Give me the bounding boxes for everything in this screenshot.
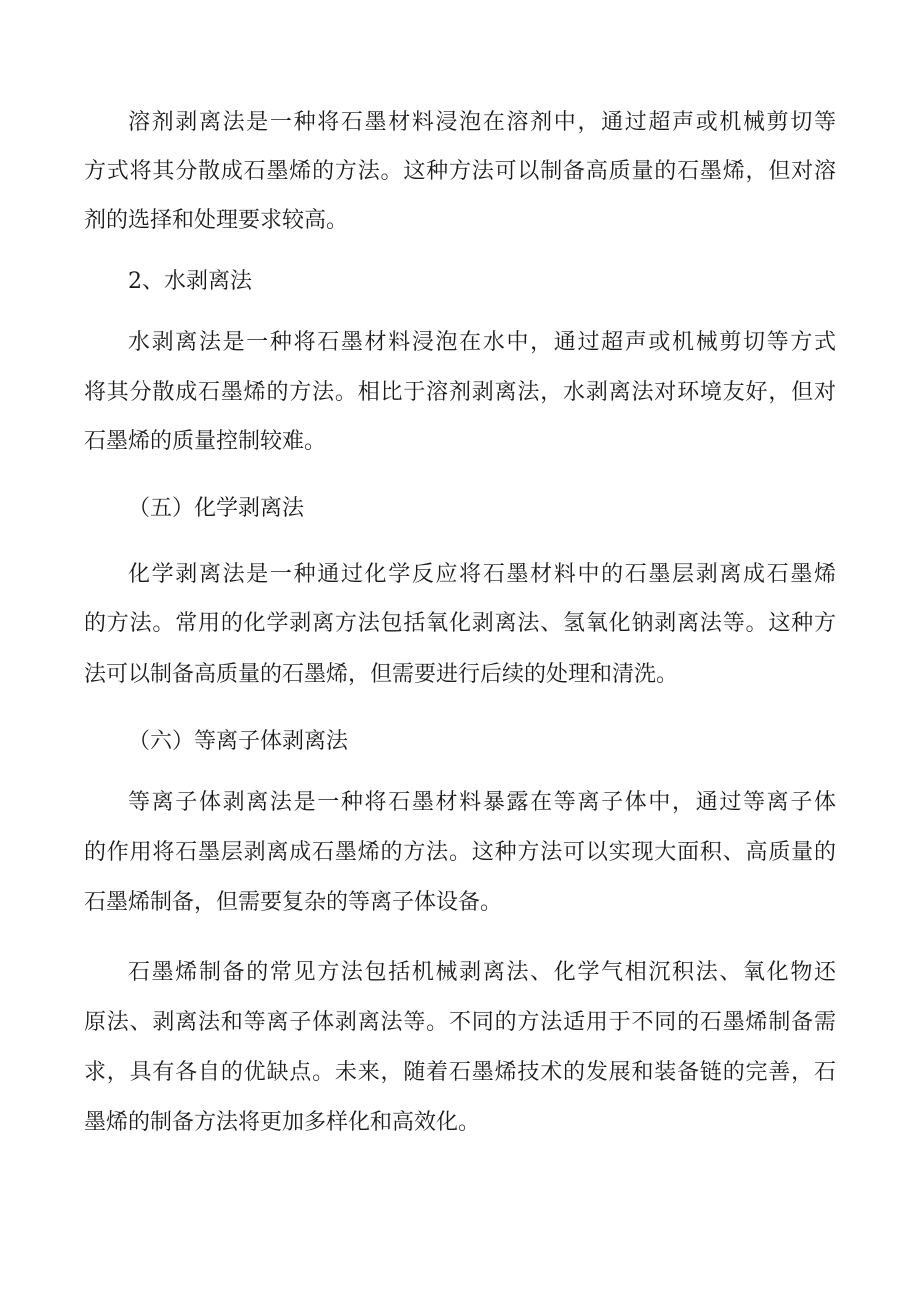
paragraph-1-line-1: 溶剂剥离法是一种将石墨材料浸泡在溶剂中，通过超声或机械剪切等 [128,110,836,135]
paragraph-5-line-2: 原法、剥离法和等离子体剥离法等。不同的方法适用于不同的石墨烯制备需 [84,1010,836,1035]
heading-chemical-exfoliation: （五）化学剥离法 [128,496,305,521]
paragraph-5-line-1: 石墨烯制备的常见方法包括机械剥离法、化学气相沉积法、氧化物还 [128,960,836,985]
paragraph-5-line-3: 求，具有各自的优缺点。未来，随着石墨烯技术的发展和装备链的完善，石 [84,1060,836,1085]
paragraph-4-line-1: 等离子体剥离法是一种将石墨材料暴露在等离子体中，通过等离子体 [128,790,836,815]
paragraph-1-line-3: 剂的选择和处理要求较高。 [84,208,349,233]
paragraph-5-line-4: 墨烯的制备方法将更加多样化和高效化。 [84,1110,481,1135]
heading-plasma-exfoliation: （六）等离子体剥离法 [128,729,349,754]
paragraph-2-line-3: 石墨烯的质量控制较难。 [84,429,327,454]
paragraph-4-line-3: 石墨烯制备，但需要复杂的等离子体设备。 [84,890,503,915]
paragraph-2-line-2: 将其分散成石墨烯的方法。相比于溶剂剥离法，水剥离法对环境友好，但对 [84,380,836,405]
heading-water-exfoliation: 2、水剥离法 [128,269,252,294]
paragraph-3-line-3: 法可以制备高质量的石墨烯，但需要进行后续的处理和清洗。 [84,662,679,687]
paragraph-1-line-2: 方式将其分散成石墨烯的方法。这种方法可以制备高质量的石墨烯，但对溶 [84,159,836,184]
paragraph-3-line-2: 的方法。常用的化学剥离方法包括氧化剥离法、氢氧化钠剥离法等。这种方 [84,611,836,636]
paragraph-2-line-1: 水剥离法是一种将石墨材料浸泡在水中，通过超声或机械剪切等方式 [128,330,836,355]
paragraph-3-line-1: 化学剥离法是一种通过化学反应将石墨材料中的石墨层剥离成石墨烯 [128,562,836,587]
paragraph-4-line-2: 的作用将石墨层剥离成石墨烯的方法。这种方法可以实现大面积、高质量的 [84,840,836,865]
